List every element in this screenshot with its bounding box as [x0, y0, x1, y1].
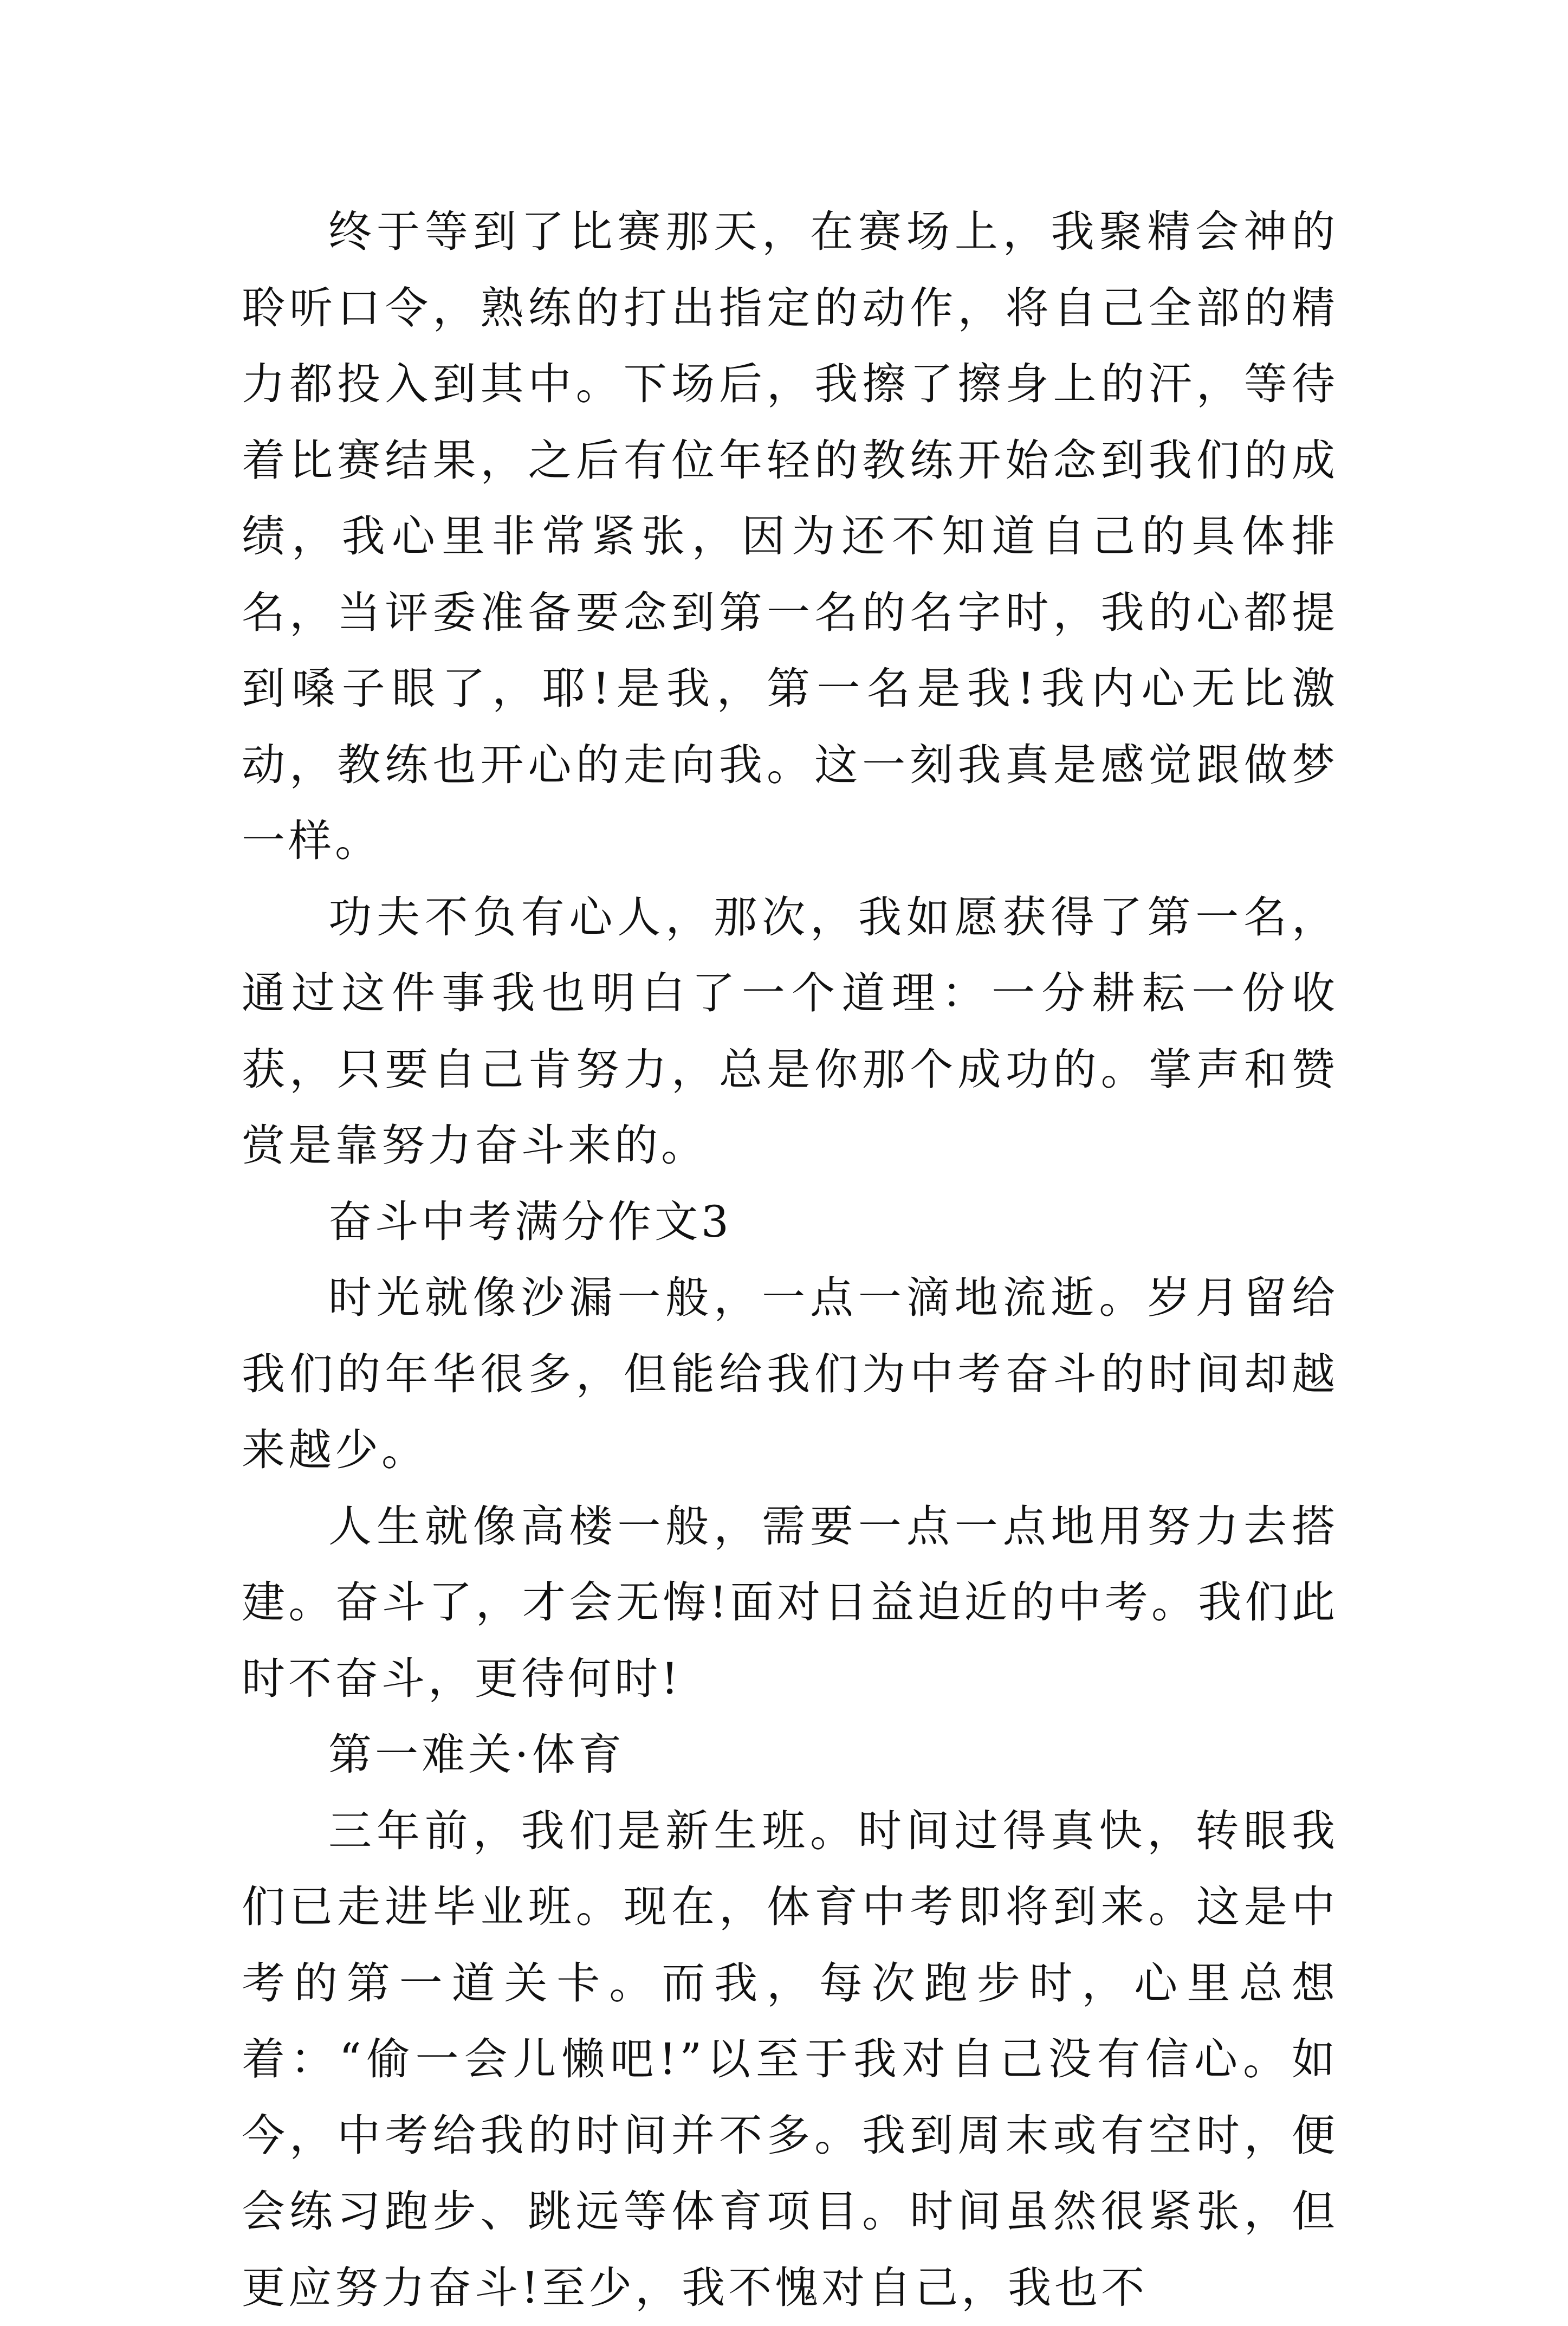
- essay-title: 奋斗中考满分作文3: [242, 1184, 1338, 1261]
- paragraph-three-years-ago: 三年前，我们是新生班。时间过得真快，转眼我们已走进毕业班。现在，体育中考即将到来。这是中考的第一道关卡。而我，每次跑步时，心里总想着：“偷一会儿懒吧!”以至于我对自己没有信心。如今，中考给我的时间并不多。我到周末或有空时，便会练习跑步、跳远等体育项目。时间虽然很紧张，但更应努力奋斗!至少，我不愧对自己，我也不: [242, 1793, 1338, 2326]
- document-body: [242, 194, 1338, 2326]
- paragraph-hard-work-pays: 功夫不负有心人，那次，我如愿获得了第一名，通过这件事我也明白了一个道理：一分耕耘一份收获，只要自己肯努力，总是你那个成功的。掌声和赞赏是靠努力奋斗来的。: [242, 880, 1338, 1184]
- paragraph-life-like-building: 人生就像高楼一般，需要一点一点地用努力去搭建。奋斗了，才会无悔!面对日益迫近的中考。我们此时不奋斗，更待何时!: [242, 1489, 1338, 1717]
- paragraph-competition-day: 终于等到了比赛那天，在赛场上，我聚精会神的聆听口令，熟练的打出指定的动作，将自己全部的精力都投入到其中。下场后，我擦了擦身上的汗，等待着比赛结果，之后有位年轻的教练开始念到我们的成绩，我心里非常紧张，因为还不知道自己的具体排名，当评委准备要念到第一名的名字时，我的心都提到嗓子眼了，耶!是我，第一名是我!我内心无比激动，教练也开心的走向我。这一刻我真是感觉跟做梦一样。: [242, 194, 1338, 880]
- paragraph-time-flies: 时光就像沙漏一般，一点一滴地流逝。岁月留给我们的年华很多，但能给我们为中考奋斗的时间却越来越少。: [242, 1260, 1338, 1489]
- section-heading-sports: 第一难关·体育: [242, 1717, 1338, 1793]
